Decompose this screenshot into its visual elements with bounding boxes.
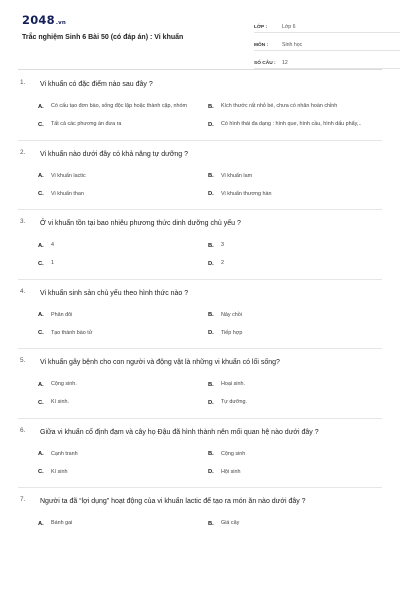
option-letter: D. xyxy=(208,260,214,267)
question-4 xyxy=(18,288,382,343)
question-text: Giữa vi khuẩn cố định đạm và cây họ Đậu đã hình thành nên mối quan hệ nào dưới đây ? xyxy=(40,428,319,436)
answer-option-b[interactable] xyxy=(208,376,378,394)
question-3 xyxy=(18,218,382,273)
option-letter: C. xyxy=(38,469,44,475)
option-text: Vi khuẩn lam xyxy=(221,172,253,179)
option-text: Kí sinh. xyxy=(51,399,69,406)
option-text: Bánh gai xyxy=(51,520,73,527)
quiz-title: Trắc nghiệm Sinh 6 Bài 50 (có đáp án) : Vi khuẩn xyxy=(22,34,184,41)
question-7 xyxy=(18,496,382,533)
logo-text: 2048 xyxy=(22,13,55,27)
answer-option-a[interactable] xyxy=(38,376,208,394)
answer-options xyxy=(38,237,382,273)
question-5 xyxy=(18,357,382,412)
option-text: Giá cây xyxy=(221,520,240,527)
quiz-meta xyxy=(254,15,400,69)
option-letter: D. xyxy=(208,469,214,475)
meta-label: MÔN : xyxy=(254,43,269,48)
option-letter: C. xyxy=(38,330,44,336)
question-text: Vi khuẩn sinh sản chủ yếu theo hình thức nào ? xyxy=(40,289,189,297)
option-letter: C. xyxy=(38,260,44,267)
question-2 xyxy=(18,149,382,204)
meta-row-subject xyxy=(254,33,400,51)
answer-option-c[interactable] xyxy=(38,185,208,203)
option-text: Tất cả các phương án đưa ra xyxy=(51,121,122,128)
option-letter: A. xyxy=(38,520,44,527)
question-text: Vi khuẩn nào dưới đây có khả năng tự dưỡng ? xyxy=(40,150,189,158)
question-1 xyxy=(18,79,382,134)
option-letter: A. xyxy=(38,242,44,249)
answer-option-d[interactable] xyxy=(208,255,378,273)
option-text: Phân đôi xyxy=(51,311,73,318)
divider xyxy=(18,348,382,349)
question-number: 1. xyxy=(20,79,26,86)
option-text: Tạo thành bào tử xyxy=(51,329,93,336)
answer-option-c[interactable] xyxy=(38,463,208,481)
question-number: 6. xyxy=(20,426,26,434)
meta-value: 12 xyxy=(282,60,288,66)
meta-value: Lớp 6 xyxy=(282,24,296,30)
question-text: Người ta đã “lợi dụng” hoạt động của vi khuẩn lactic để tạo ra món ăn nào dưới đây ? xyxy=(40,498,306,505)
answer-option-c[interactable] xyxy=(38,324,208,342)
meta-label: LỚP : xyxy=(254,25,268,30)
answer-options xyxy=(38,445,382,481)
answer-options xyxy=(38,376,382,412)
divider xyxy=(18,487,382,488)
option-text: Nảy chồi xyxy=(221,311,242,318)
option-text: Kí sinh xyxy=(51,468,68,475)
option-text: Tiếp hợp xyxy=(221,329,243,336)
question-list xyxy=(18,70,382,533)
question-text: Vi khuẩn gây bệnh cho con người và động vật là những vi khuẩn có lối sống? xyxy=(40,359,280,366)
answer-option-b[interactable] xyxy=(208,306,378,324)
meta-row-class xyxy=(254,15,400,33)
option-text: Tự dưỡng. xyxy=(221,399,248,406)
option-text: Có cấu tạo đơn bào, sống độc lập hoặc thành cặp, nhóm xyxy=(51,103,188,110)
answer-option-b[interactable] xyxy=(208,445,378,463)
site-logo[interactable] xyxy=(22,13,66,27)
answer-option-b[interactable] xyxy=(208,167,378,185)
logo-suffix: .vn xyxy=(55,20,67,26)
question-text: Ở vi khuẩn tồn tại bao nhiêu phương thức dinh dưỡng chủ yếu ? xyxy=(40,220,241,227)
answer-option-d[interactable] xyxy=(208,394,378,412)
option-letter: D. xyxy=(208,330,214,336)
option-letter: B. xyxy=(208,173,214,179)
meta-label: SỐ CÂU : xyxy=(254,61,276,66)
option-letter: D. xyxy=(208,399,214,406)
option-text: Cộng sinh. xyxy=(51,381,77,388)
answer-option-a[interactable] xyxy=(38,306,208,324)
option-letter: D. xyxy=(208,191,214,197)
question-6 xyxy=(18,427,382,482)
option-letter: B. xyxy=(208,312,214,318)
answer-options xyxy=(38,515,382,533)
header xyxy=(18,0,382,70)
answer-option-c[interactable] xyxy=(38,116,208,134)
question-number: 7. xyxy=(20,496,26,503)
answer-option-c[interactable] xyxy=(38,394,208,412)
question-number: 4. xyxy=(20,287,26,295)
option-letter: B. xyxy=(208,381,214,388)
answer-options xyxy=(38,306,382,342)
option-text: Vi khuẩn thương hàn xyxy=(221,190,272,197)
answer-option-b[interactable] xyxy=(208,237,378,255)
option-letter: C. xyxy=(38,191,44,197)
option-letter: A. xyxy=(38,451,44,457)
answer-option-b[interactable] xyxy=(208,98,378,116)
option-letter: A. xyxy=(38,103,44,110)
option-text: Có hình thái đa dạng : hình que, hình cầu, hình dấu phẩy,.. xyxy=(221,121,362,128)
answer-options xyxy=(38,98,382,134)
option-text: 2 xyxy=(221,260,224,267)
option-letter: A. xyxy=(38,381,44,388)
answer-option-b[interactable] xyxy=(208,515,378,533)
option-text: Kích thước rất nhỏ bé, chưa có nhân hoàn chỉnh xyxy=(221,103,338,110)
option-text: 3 xyxy=(221,242,224,249)
answer-option-d[interactable] xyxy=(208,463,378,481)
divider xyxy=(18,279,382,280)
option-letter: B. xyxy=(208,451,214,457)
option-text: Hoại sinh. xyxy=(221,381,245,388)
divider xyxy=(18,209,382,210)
option-text: 1 xyxy=(51,260,54,267)
option-letter: B. xyxy=(208,242,214,249)
option-letter: D. xyxy=(208,121,214,128)
option-text: Hội sinh xyxy=(221,468,241,475)
question-text: Vi khuẩn có đặc điểm nào sau đây ? xyxy=(40,81,153,88)
answer-option-a[interactable] xyxy=(38,515,208,533)
answer-option-d[interactable] xyxy=(208,185,378,203)
answer-option-a[interactable] xyxy=(38,445,208,463)
question-number: 2. xyxy=(20,148,26,156)
answer-option-d[interactable] xyxy=(208,324,378,342)
option-letter: C. xyxy=(38,121,44,128)
answer-option-a[interactable] xyxy=(38,237,208,255)
option-letter: A. xyxy=(38,312,44,318)
option-text: Vi khuẩn lactic xyxy=(51,172,86,179)
meta-value: Sinh học xyxy=(282,42,303,48)
divider xyxy=(18,418,382,419)
option-letter: B. xyxy=(208,103,214,110)
answer-option-c[interactable] xyxy=(38,255,208,273)
option-text: Cạnh tranh xyxy=(51,450,78,457)
option-text: Vi khuẩn than xyxy=(51,190,84,197)
meta-row-count xyxy=(254,51,400,69)
question-number: 5. xyxy=(20,357,26,364)
divider xyxy=(18,140,382,141)
answer-option-a[interactable] xyxy=(38,98,208,116)
option-letter: A. xyxy=(38,173,44,179)
answer-option-d[interactable] xyxy=(208,116,378,134)
answer-options xyxy=(38,167,382,203)
answer-option-a[interactable] xyxy=(38,167,208,185)
option-letter: B. xyxy=(208,520,214,527)
option-text: 4 xyxy=(51,242,54,249)
question-number: 3. xyxy=(20,218,26,225)
option-text: Cộng sinh xyxy=(221,450,246,457)
option-letter: C. xyxy=(38,399,44,406)
